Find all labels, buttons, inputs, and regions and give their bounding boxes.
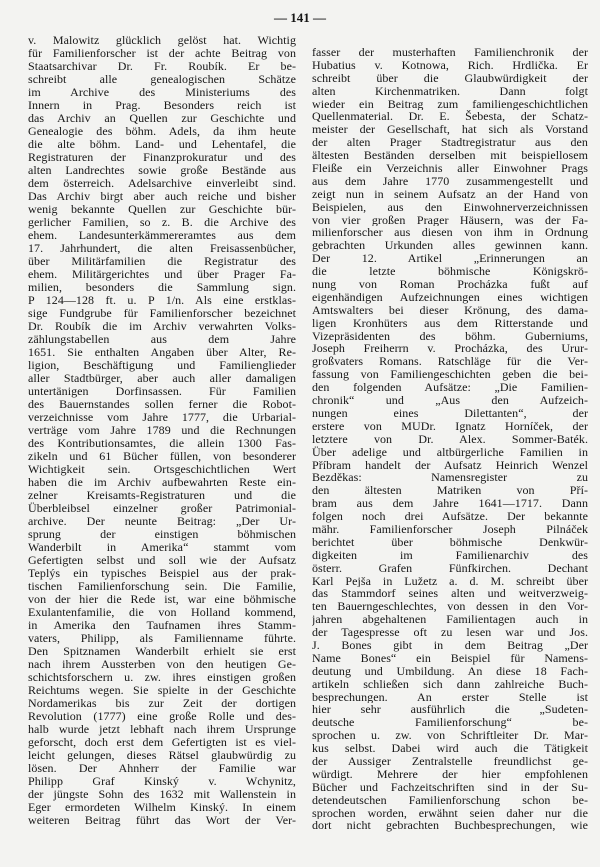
text-line: meister der Gesellschaft, hat sich als Vorstand (312, 123, 588, 137)
text-line: aus dem Jahre 1770 zusammengestellt und (312, 174, 588, 188)
text-line: österr. Grafen Fünfkirchen. Dechant (312, 561, 588, 575)
text-line: im Archive des Ministeriums des (28, 86, 296, 99)
text-line: erstere von MUDr. Ignatz Horníček, der (312, 419, 588, 433)
text-line: Reichtums wegen. Sie spielte in der Geschichte (28, 684, 296, 697)
text-line: nungen eines Dilettanten“, der (312, 406, 588, 420)
text-line: großvaters Romans. Ratschläge für die Ver- (312, 355, 588, 369)
text-line: alten Landrechtes sowie große Bestände aus (28, 164, 296, 177)
text-line: chronik“ und „Aus den Aufzeich- (312, 394, 588, 407)
text-line: ligion, Beschäftigung und Familienglieder (28, 359, 296, 372)
text-line: ligen Kronhüters aus dem Ritterstande und (312, 316, 588, 330)
text-line: Der 12. Artikel „Erinnerungen an (312, 252, 588, 266)
text-line: Staatsarchivar Dr. Fr. Roubík. Er be- (28, 60, 296, 73)
text-line: verzeichnisse vom Jahre 1777, die Urbarial- (28, 411, 296, 424)
text-line: Hubatius v. Kotnowa, Rich. Hrdlička. Er (312, 58, 588, 72)
text-line: zählungstabellen aus dem Jahre (28, 333, 296, 346)
text-line: Exulantenfamilie, die von Holland kommend, (28, 606, 296, 619)
text-line: gerlicher Familien, so z. B. die Archive des (28, 216, 296, 229)
text-line: der Tagespresse oft zu lesen war und Jos. (312, 626, 588, 639)
text-line: nung von Roman Procházka fußt auf (312, 278, 588, 291)
text-line: archive. Der neunte Beitrag: „Der Ur- (28, 515, 296, 528)
text-line: den folgenden Aufsätze: „Die Familien- (312, 381, 588, 395)
text-line: würdigt. Mehrere der hier empfohlenen (312, 767, 588, 781)
text-line: des Bauernstandes sollen ferner die Robot- (28, 398, 296, 411)
text-line: v. Malowitz glücklich gelöst hat. Wichtig (28, 34, 296, 47)
text-line: ältesten Beständen derselben mit beispiellosem (312, 149, 588, 163)
text-line: deutung und Umbildung. An diese 18 Fach- (312, 664, 588, 678)
text-line: Eger ermordeten Wilhelm Kinský. In einem (28, 801, 296, 814)
text-line: Wanderbilt in Amerika“ stammt vom (28, 541, 296, 554)
text-line: Beispielen, aus den Einwohnerverzeichnissen (312, 200, 588, 214)
left-text-column (28, 34, 296, 827)
text-line: schreibt über die Glaubwürdigkeit der (312, 71, 588, 85)
text-line: ehem. Landesunterkämmereramtes aus dem (28, 229, 296, 242)
text-line: Über adelige und altbürgerliche Familien in (312, 445, 588, 459)
text-line: Das Archiv birgt aber auch reiche und bisher (28, 190, 296, 203)
text-line: Teplýs ein typisches Beispiel aus der prak- (28, 567, 296, 580)
text-line: sprung der einstigen böhmischen (28, 528, 296, 541)
text-line: Bücher und Fachzeitschriften sind in der Su- (312, 780, 588, 794)
text-line: sige Fundgrube für Familienforscher bezeichnet (28, 307, 296, 320)
text-line: halb wurde jetzt lebhaft nach ihrem Ursprunge (28, 723, 296, 736)
text-line: aller Stadtbürger, aber auch aller damaligen (28, 372, 296, 385)
text-line: dem österreich. Adelsarchive einverleibt sind. (28, 177, 296, 190)
text-line: milienforscher aus diesen von ihm in Ordnung (312, 226, 588, 240)
text-line: die alte böhm. Land- und Lehentafel, die (28, 138, 296, 151)
text-line: gebrachten Urkunden alles gewinnen kann. (312, 239, 588, 253)
text-line: haben die im Archiv aufbewahrten Reste ein- (28, 476, 296, 489)
text-line: Příbram handelt der Aufsatz Heinrich Wenzel (312, 458, 588, 472)
text-line: folgen noch drei Aufsätze. Der bekannte (312, 510, 588, 523)
text-line: kus selbst. Dabei wird auch die Tätigkeit (312, 742, 588, 755)
text-line: Amtswalters bei dieser Krönung, des dama- (312, 303, 588, 317)
text-line: von der hier die Rede ist, war eine böhmische (28, 593, 296, 606)
text-line: von vier großen Prager Häusern, was der Fa- (312, 213, 588, 227)
text-line: Bezděkas: Namensregister zu (312, 471, 588, 485)
text-line: sprochen u. zw. von Schriftleiter Dr. Mar- (312, 729, 588, 743)
text-line: für Familienforscher ist der achte Beitrag von (28, 47, 296, 60)
text-line: sprochen worden, erwähnt seien daher nur die (312, 806, 588, 820)
text-line: artikeln schließen sich dann zahlreiche Buch- (312, 677, 588, 691)
text-line: den ältesten Matriken von Pří- (312, 484, 588, 498)
text-line: mähr. Familienforscher Joseph Pilnáček (312, 522, 588, 536)
text-line: fassung von Familiengeschichten geben die bei- (312, 368, 588, 382)
text-line: wenig bekannte Quellen zur Geschichte bür- (28, 203, 296, 216)
text-line: Quellenmaterial. Dr. E. Šebesta, der Schatz- (312, 110, 588, 124)
text-line: Dr. Roubík die im Archiv verwahrten Volks- (28, 320, 296, 333)
text-line: wieder ein Beitrag zum familiengeschichtlichen (312, 97, 588, 111)
text-line: zelner Kreisamts-Registraturen und die (28, 489, 296, 502)
text-line: vaters, Philipp, als Familienname führte. (28, 632, 296, 645)
text-line: P 124—128 ft. u. P 1/n. Als eine erstklas- (28, 294, 296, 307)
text-line: detendeutschen Familienforschung schon be- (312, 793, 588, 807)
text-line: Name Bones“ ein Beispiel für Namens- (312, 651, 588, 665)
text-line: jahren abgehaltenen Familientagen auch in (312, 613, 588, 627)
text-line: das Archiv an Quellen zur Geschichte und (28, 112, 296, 125)
text-line: Registraturen der Finanzprokuratur und des (28, 151, 296, 164)
text-line: Fleiße ein Verzeichnis aller Einwohner Prags (312, 162, 588, 175)
text-line: untertänigen Dorfinsassen. Für Familien (28, 385, 296, 398)
text-line: über Militärfamilien die Registratur des (28, 255, 296, 268)
text-line: 1651. Sie enthalten Angaben über Alter, Re- (28, 346, 296, 359)
text-line: schichtsforschern u. zw. ihres einstigen großen (28, 671, 296, 684)
text-line: ten Bauerngeschlechtes, von dessen in den Vor- (312, 600, 588, 614)
text-line: geforscht, doch erst dem Gefertigten ist es viel- (28, 736, 296, 749)
text-line: nach ihrem Aussterben von den heutigen Ge- (28, 658, 296, 671)
text-line: der alten Prager Stadtregistratur aus den (312, 136, 588, 150)
text-line: tischen Familienforschung sein. Die Familie, (28, 580, 296, 593)
text-line: Genealogie des böhm. Adels, da ihm heute (28, 125, 296, 138)
text-line: der jüngste Sohn des 1632 mit Wallenstein in (28, 788, 296, 801)
text-line: weiteren Beitrag führt das Wort der Ver- (28, 814, 296, 827)
text-line: zikeln und 61 Bücher füllen, von besonderer (28, 450, 296, 463)
text-line: letztere von Dr. Alex. Sommer-Baték. (312, 432, 588, 446)
right-text-column (312, 46, 588, 832)
text-line: deutsche Familienforschung“ be- (312, 716, 588, 730)
text-line: schreibt alle genealogischen Schätze (28, 73, 296, 86)
text-line: Den Spitznamen Wanderbilt erhielt sie erst (28, 645, 296, 658)
text-line: bram aus dem Jahre 1641—1717. Dann (312, 497, 588, 511)
text-line: Nordamerikas bis zur Zeit der dortigen (28, 697, 296, 710)
text-line: milien, besonders die Sammlung sign. (28, 281, 296, 294)
text-line: hier sehr ausführlich die „Sudeten- (312, 703, 588, 717)
text-line: 17. Jahrhundert, die alten Freisassenbücher, (28, 242, 296, 255)
text-line: die letzte böhmische Königskrö- (312, 265, 588, 279)
text-line: dort nicht gebrachten Buchbesprechungen, wie (312, 819, 588, 833)
text-line: in Amerika den Taufnamen ihres Stamm- (28, 619, 296, 632)
text-line: berichtet über böhmische Denkwür- (312, 535, 588, 549)
text-line: Gefertigten selbst und soll wie der Aufsatz (28, 554, 296, 567)
text-line: des Kontributionsamtes, die allein 1300 Fas- (28, 437, 296, 450)
text-line: verträge vom Jahre 1789 und die Rechnungen (28, 424, 296, 437)
text-line: eigenhändigen Aufzeichnungen eines wichtigen (312, 290, 588, 304)
text-line: Innern in Prag. Besonders reich ist (28, 99, 296, 112)
text-line: digkeiten im Familienarchiv des (312, 548, 588, 562)
page-number: — 141 — (274, 10, 326, 25)
text-line: Revolution (1777) eine große Rolle und des- (28, 710, 296, 723)
text-line: Vizepräsidenten des böhm. Guberniums, (312, 329, 588, 343)
text-line: leicht gelungen, dieses Rätsel glaubwürdig zu (28, 749, 296, 762)
text-line: Joseph Freiherrn v. Procházka, des Urur- (312, 342, 588, 356)
text-line: das Stammdorf seines alten und weitverzweig- (312, 587, 588, 601)
text-line: Karl Pejša in Lužetz a. d. M. schreibt über (312, 574, 588, 588)
text-line: besprechungen. An erster Stelle ist (312, 690, 588, 704)
text-line: Wichtigkeit sein. Ortsgeschichtlichen Wert (28, 463, 296, 476)
text-line: J. Bones gibt in dem Beitrag „Der (312, 638, 588, 652)
text-line: fasser der musterhaften Familienchronik der (312, 46, 588, 59)
text-line: ehem. Militärgerichtes und über Prager Fa- (28, 268, 296, 281)
text-line: zeigt nun in seinem Aufsatz an der Hand von (312, 187, 588, 201)
text-line: lösen. Der Ahnherr der Familie war (28, 762, 296, 775)
text-line: der Aussiger Zentralstelle freundlichst ge- (312, 754, 588, 768)
text-line: alten Kirchenmatriken. Dann folgt (312, 84, 588, 98)
text-line: Überbleibsel einzelner großer Patrimonial- (28, 502, 296, 515)
text-line: Philipp Graf Kinský v. Wchynitz, (28, 775, 296, 788)
